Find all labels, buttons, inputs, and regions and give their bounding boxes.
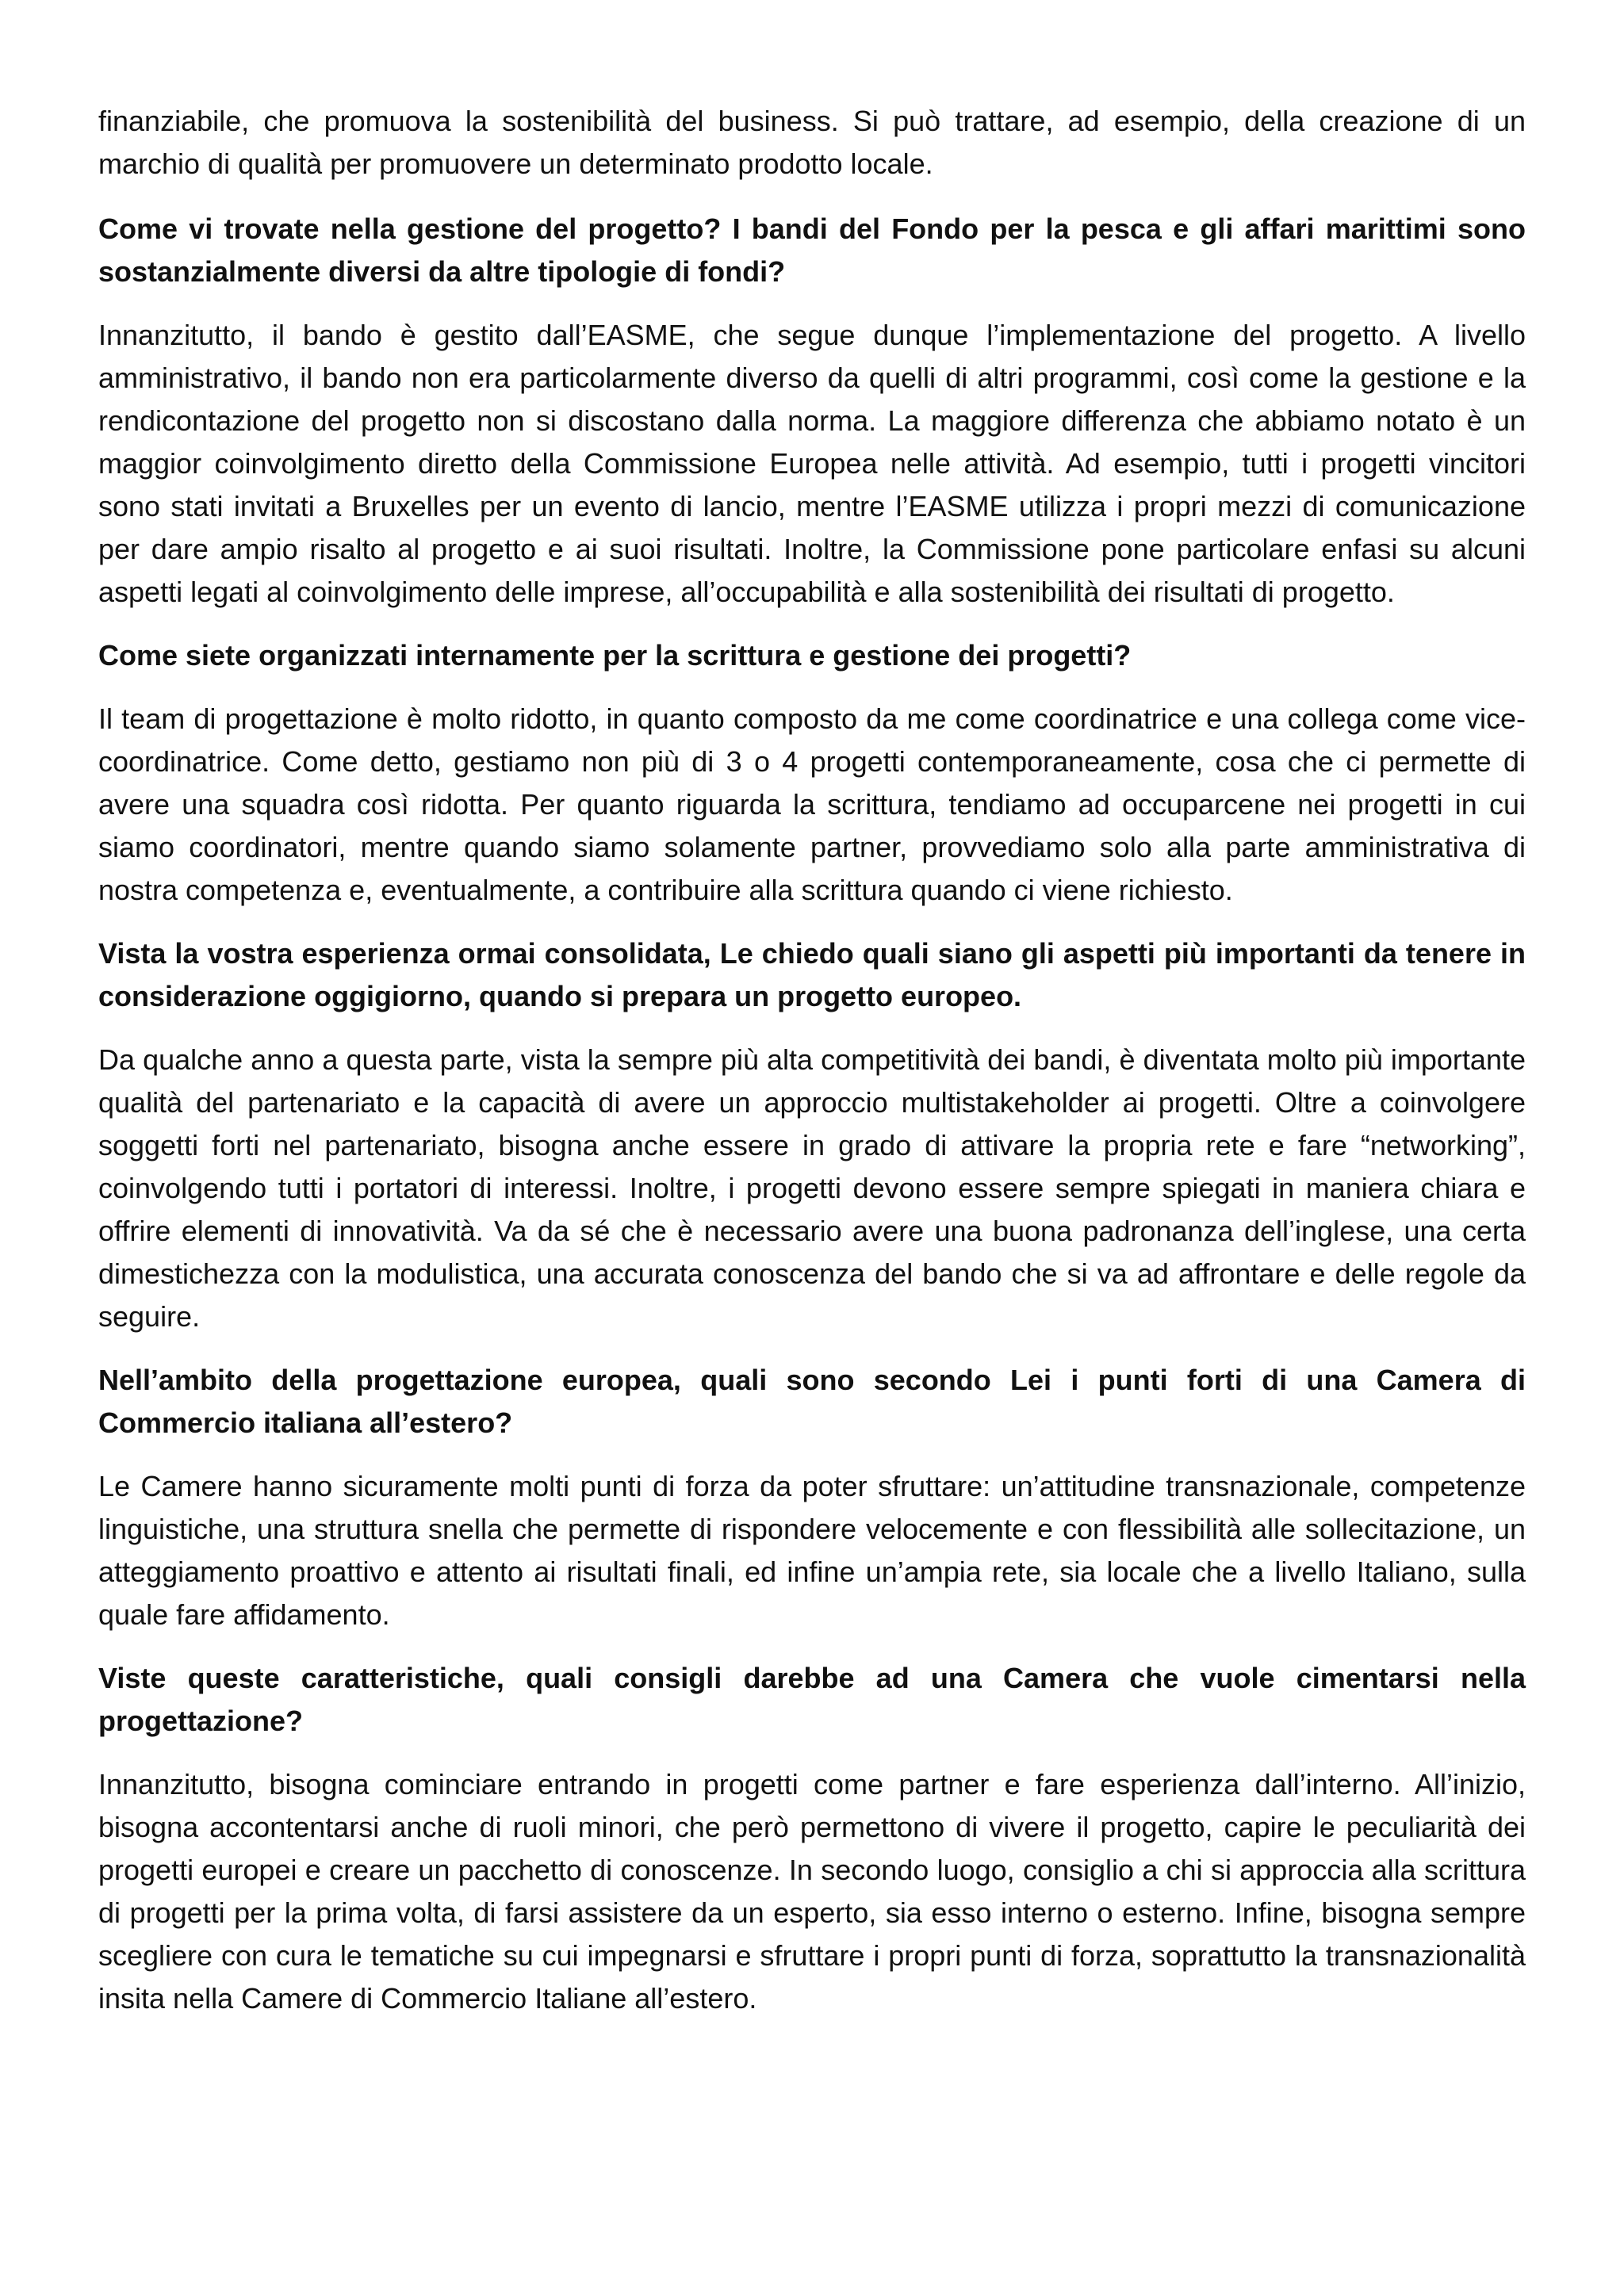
interview-question: Nell’ambito della progettazione europea, quali sono secondo Lei i punti forti di una Camera di Commercio italiana all’estero? <box>98 1364 1526 1439</box>
interview-question: Vista la vostra esperienza ormai consolidata, Le chiedo quali siano gli aspetti più importanti da tenere in considerazione oggigiorno, quando si prepara un progetto europeo. <box>98 937 1526 1012</box>
document-body <box>98 100 1526 2020</box>
answer-paragraph: Da qualche anno a questa parte, vista la sempre più alta competitività dei bandi, è diventata molto più importante qualità del partenariato e la capacità di avere un approccio multistakeholder ai progetti. Oltre a coinvolgere soggetti forti nel partenariato, bisogna anche essere in grado di attivare la propria rete e fare “networking”, coinvolgendo tutti i portatori di interessi. Inoltre, i progetti devono essere sempre spiegati in maniera chiara e offrire elementi di innovatività. Va da sé che è necessario avere una buona padronanza dell’inglese, una certa dimestichezza con la modulistica, una accurata conoscenza del bando che si va ad affrontare e delle regole da seguire. <box>98 1043 1526 1333</box>
answer-paragraph: Innanzitutto, bisogna cominciare entrando in progetti come partner e fare esperienza dall’interno. All’inizio, bisogna accontentarsi anche di ruoli minori, che però permettono di vivere il progetto, capire le peculiarità dei progetti europei e creare un pacchetto di conoscenze. In secondo luogo, consiglio a chi si approccia alla scrittura di progetti per la prima volta, di farsi assistere da un esperto, sia esso interno o esterno. Infine, bisogna sempre scegliere con cura le tematiche su cui impegnarsi e sfruttare i propri punti di forza, soprattutto la transnazionalità insita nella Camere di Commercio Italiane all’estero. <box>98 1768 1526 2015</box>
interview-question: Viste queste caratteristiche, quali consigli darebbe ad una Camera che vuole cimentarsi nella progettazione? <box>98 1662 1526 1737</box>
answer-paragraph: Innanzitutto, il bando è gestito dall’EASME, che segue dunque l’implementazione del progetto. A livello amministrativo, il bando non era particolarmente diverso da quelli di altri programmi, così come la gestione e la rendicontazione del progetto non si discostano dalla norma. La maggiore differenza che abbiamo notato è un maggior coinvolgimento diretto della Commissione Europea nelle attività. Ad esempio, tutti i progetti vincitori sono stati invitati a Bruxelles per un evento di lancio, mentre l’EASME utilizza i propri mezzi di comunicazione per dare ampio risalto al progetto e ai suoi risultati. Inoltre, la Commissione pone particolare enfasi su alcuni aspetti legati al coinvolgimento delle imprese, all’occupabilità e alla sostenibilità dei risultati di progetto. <box>98 319 1526 608</box>
answer-paragraph: Il team di progettazione è molto ridotto, in quanto composto da me come coordinatrice e una collega come vice-coordinatrice. Come detto, gestiamo non più di 3 o 4 progetti contemporaneamente, cosa che ci permette di avere una squadra così ridotta. Per quanto riguarda la scrittura, tendiamo ad occuparcene nei progetti in cui siamo coordinatori, mentre quando siamo solamente partner, provvediamo solo alla parte amministrativa di nostra competenza e, eventualmente, a contribuire alla scrittura quando ci viene richiesto. <box>98 702 1526 906</box>
answer-paragraph: finanziabile, che promuova la sostenibilità del business. Si può trattare, ad esempio, della creazione di un marchio di qualità per promuovere un determinato prodotto locale. <box>98 105 1526 180</box>
interview-question: Come siete organizzati internamente per la scrittura e gestione dei progetti? <box>98 639 1132 672</box>
interview-question: Come vi trovate nella gestione del progetto? I bandi del Fondo per la pesca e gli affari marittimi sono sostanzialmente diversi da altre tipologie di fondi? <box>98 212 1526 288</box>
answer-paragraph: Le Camere hanno sicuramente molti punti di forza da poter sfruttare: un’attitudine transnazionale, competenze linguistiche, una struttura snella che permette di rispondere velocemente e con flessibilità alle sollecitazione, un atteggiamento proattivo e attento ai risultati finali, ed infine un’ampia rete, sia locale che a livello Italiano, sulla quale fare affidamento. <box>98 1470 1526 1631</box>
